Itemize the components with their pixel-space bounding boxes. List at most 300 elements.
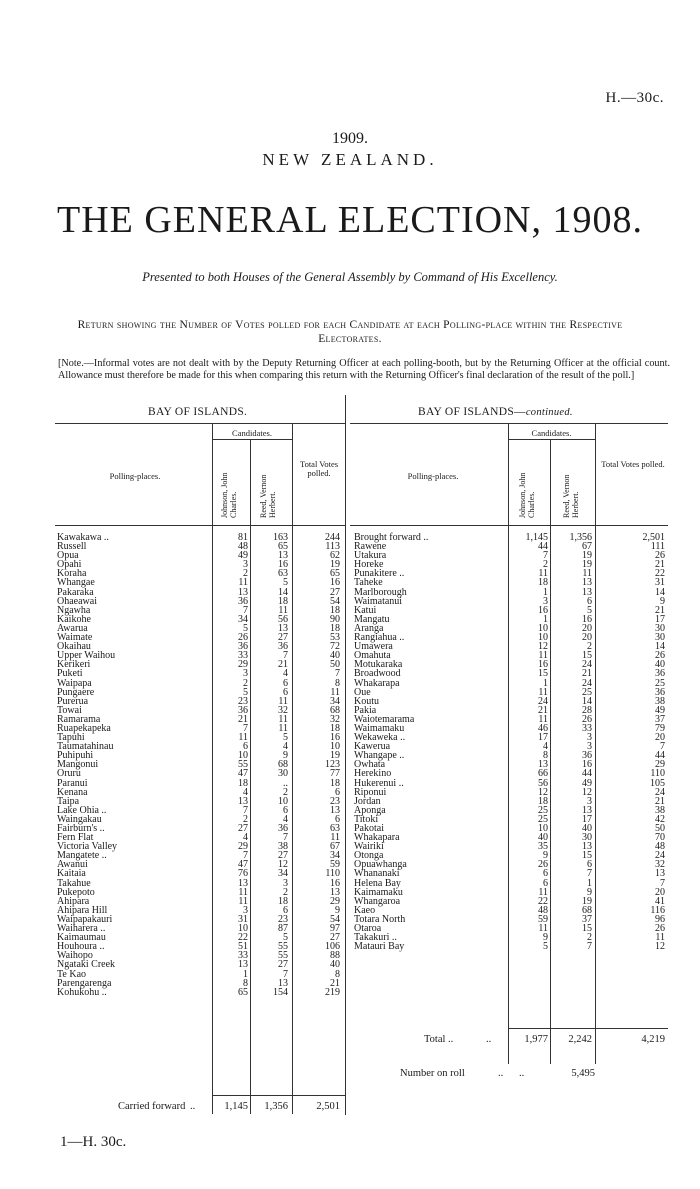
table-row bbox=[354, 660, 668, 669]
candidate1-votes: 11 bbox=[538, 886, 548, 898]
total-votes: 20 bbox=[655, 732, 665, 744]
total-votes: 34 bbox=[330, 695, 340, 707]
polling-place: Whangaroa bbox=[354, 895, 401, 907]
candidate1-votes: 1 bbox=[543, 613, 548, 625]
polling-place: Wairiki bbox=[354, 841, 384, 853]
table-row bbox=[57, 669, 345, 678]
polling-place: Waimatanui bbox=[354, 595, 403, 607]
table-row bbox=[354, 924, 668, 933]
polling-place: Taumatahinau bbox=[57, 741, 114, 753]
polling-place: Paranui bbox=[57, 777, 88, 789]
table-row bbox=[354, 760, 668, 769]
polling-place: Ohaeawai bbox=[57, 595, 97, 607]
carried-forward-total: 2,501 bbox=[316, 1101, 340, 1112]
total-votes: 20 bbox=[655, 886, 665, 898]
table-row bbox=[57, 942, 345, 951]
candidate2-votes: 13 bbox=[582, 804, 592, 816]
table-row bbox=[57, 724, 345, 733]
candidate1-votes: 1 bbox=[243, 968, 248, 980]
total-votes: 16 bbox=[330, 877, 340, 889]
polling-place: Umawera bbox=[354, 641, 393, 653]
candidate2-votes: 15 bbox=[582, 923, 592, 935]
candidate2-votes: 65 bbox=[278, 541, 288, 553]
candidate1-votes: 8 bbox=[543, 750, 548, 762]
right-candidates-header: Candidates. bbox=[531, 428, 572, 438]
candidate1-votes: 49 bbox=[238, 550, 248, 562]
candidate2-votes: 49 bbox=[582, 777, 592, 789]
total-votes: 18 bbox=[330, 622, 340, 634]
left-candidate2-header: Reed, Vernon Herbert. bbox=[259, 474, 277, 518]
polling-place: Marlborough bbox=[354, 586, 407, 598]
candidate2-votes: 7 bbox=[587, 868, 592, 880]
candidate2-votes: 10 bbox=[278, 795, 288, 807]
candidate1-votes: 1 bbox=[543, 677, 548, 689]
total-votes: 21 bbox=[330, 977, 340, 989]
table-row bbox=[354, 733, 668, 742]
table-row bbox=[57, 624, 345, 633]
polling-place: Rawene bbox=[354, 541, 387, 553]
total-votes: 106 bbox=[325, 941, 340, 953]
total-votes: 38 bbox=[655, 804, 665, 816]
total-votes: 26 bbox=[655, 650, 665, 662]
polling-place: Waingakau bbox=[57, 813, 102, 825]
right-candidate1-header: Johnson, John Charles. bbox=[518, 472, 536, 518]
total-votes: 13 bbox=[330, 886, 340, 898]
candidate2-votes: 16 bbox=[582, 759, 592, 771]
candidate1-votes: 22 bbox=[538, 895, 548, 907]
total-votes: 40 bbox=[655, 659, 665, 671]
polling-place: Russell bbox=[57, 541, 87, 553]
candidate2-votes: 13 bbox=[582, 841, 592, 853]
candidate1-votes: 3 bbox=[243, 668, 248, 680]
polling-place: Whananaki bbox=[354, 868, 400, 880]
candidate1-votes: 13 bbox=[238, 795, 248, 807]
total-c1: 1,977 bbox=[524, 1034, 548, 1045]
total-votes: 41 bbox=[655, 895, 665, 907]
polling-place: Houhoura .. bbox=[57, 941, 105, 953]
polling-place: Whangae bbox=[57, 577, 95, 589]
table-row bbox=[354, 888, 668, 897]
polling-place: Broadwood bbox=[354, 668, 401, 680]
table-row bbox=[57, 760, 345, 769]
total-votes: 13 bbox=[655, 868, 665, 880]
candidate2-votes: 6 bbox=[283, 904, 288, 916]
candidate2-votes: 11 bbox=[278, 713, 288, 725]
candidate1-votes: 7 bbox=[243, 804, 248, 816]
candidate2-votes: 23 bbox=[278, 913, 288, 925]
right-polling-header: Polling-places. bbox=[407, 471, 459, 481]
table-row bbox=[57, 606, 345, 615]
total-votes: 24 bbox=[655, 850, 665, 862]
candidate1-votes: 11 bbox=[238, 886, 248, 898]
table-row bbox=[57, 597, 345, 606]
table-row bbox=[57, 560, 345, 569]
total-votes: 111 bbox=[650, 541, 665, 553]
carried-forward-c1: 1,145 bbox=[224, 1101, 248, 1112]
total-votes: 48 bbox=[655, 841, 665, 853]
total-votes: 8 bbox=[335, 968, 340, 980]
left-table-top-rule bbox=[55, 423, 345, 424]
total-votes: 22 bbox=[655, 568, 665, 580]
polling-place: Pakaraka bbox=[57, 586, 94, 598]
candidate1-votes: 36 bbox=[238, 641, 248, 653]
polling-place: Ahipara bbox=[57, 895, 90, 907]
candidate1-votes: 10 bbox=[238, 750, 248, 762]
candidate1-votes: 55 bbox=[238, 759, 248, 771]
candidate2-votes: 37 bbox=[582, 913, 592, 925]
total-votes: 50 bbox=[330, 659, 340, 671]
polling-place: Riponui bbox=[354, 786, 387, 798]
candidate1-votes: 76 bbox=[238, 868, 248, 880]
candidate2-votes: 7 bbox=[587, 941, 592, 953]
candidate1-votes: 36 bbox=[238, 595, 248, 607]
polling-place: Tapuhi bbox=[57, 732, 85, 744]
polling-place: Kawakawa .. bbox=[57, 532, 109, 543]
total-votes: 70 bbox=[655, 832, 665, 844]
candidate2-votes: 24 bbox=[582, 677, 592, 689]
left-polling-header: Polling-places. bbox=[109, 471, 161, 481]
total-votes: 19 bbox=[330, 750, 340, 762]
polling-place: Koraha bbox=[57, 568, 87, 580]
table-row bbox=[57, 824, 345, 833]
candidate2-votes: 27 bbox=[278, 850, 288, 862]
table-row bbox=[354, 688, 668, 697]
total-votes: 29 bbox=[330, 895, 340, 907]
candidate1-votes: 15 bbox=[538, 668, 548, 680]
total-votes: 32 bbox=[655, 859, 665, 871]
table-row bbox=[57, 960, 345, 969]
left-candidate1-header: Johnson, John Charles. bbox=[220, 472, 238, 518]
polling-place: Waiotemarama bbox=[354, 713, 415, 725]
candidate2-votes: 6 bbox=[283, 677, 288, 689]
polling-place: Helena Bay bbox=[354, 877, 401, 889]
candidate2-votes: 11 bbox=[278, 604, 288, 616]
candidate1-votes: 66 bbox=[538, 768, 548, 780]
carried-forward-label: Carried forward bbox=[118, 1101, 186, 1112]
polling-place: Purerua bbox=[57, 695, 89, 707]
table-row bbox=[57, 651, 345, 660]
candidate2-votes: 68 bbox=[278, 759, 288, 771]
polling-place: Ngawha bbox=[57, 604, 91, 616]
total-votes: 50 bbox=[655, 823, 665, 834]
polling-place: Mangatete .. bbox=[57, 850, 107, 862]
polling-place: Ruapekapeka bbox=[57, 722, 111, 734]
candidate2-votes: 33 bbox=[582, 722, 592, 734]
total-votes: 14 bbox=[655, 641, 665, 653]
candidate1-votes: 65 bbox=[238, 986, 248, 998]
polling-place: Aranga bbox=[354, 622, 384, 634]
table-row bbox=[57, 615, 345, 624]
right-section-title-main: BAY OF ISLANDS— bbox=[418, 406, 526, 418]
total-votes: 16 bbox=[330, 732, 340, 744]
table-row bbox=[57, 533, 345, 542]
candidate2-votes: 3 bbox=[587, 795, 592, 807]
polling-place: Kaitaia bbox=[57, 868, 86, 880]
total-votes: 244 bbox=[325, 532, 340, 543]
candidate1-votes: 40 bbox=[538, 832, 548, 844]
candidate1-votes: 36 bbox=[238, 704, 248, 716]
candidate1-votes: 16 bbox=[538, 659, 548, 671]
candidate2-votes: 7 bbox=[283, 650, 288, 662]
total-votes: 18 bbox=[330, 777, 340, 789]
polling-place: Totara North bbox=[354, 913, 406, 925]
total-votes: 24 bbox=[655, 786, 665, 798]
candidate1-votes: 16 bbox=[538, 604, 548, 616]
candidate1-votes: 7 bbox=[243, 850, 248, 862]
total-votes: 36 bbox=[655, 686, 665, 698]
candidate1-votes: 7 bbox=[543, 550, 548, 562]
candidate1-votes: 10 bbox=[538, 622, 548, 634]
table-row bbox=[57, 688, 345, 697]
total-votes: 26 bbox=[655, 550, 665, 562]
candidate2-votes: 3 bbox=[587, 732, 592, 744]
candidate1-votes: 12 bbox=[538, 786, 548, 798]
carried-forward-dots: .. bbox=[190, 1101, 196, 1112]
candidate2-votes: 4 bbox=[283, 813, 288, 825]
total-votes: 7 bbox=[335, 668, 340, 680]
table-row bbox=[354, 542, 668, 551]
table-row bbox=[354, 615, 668, 624]
total-votes: 77 bbox=[330, 768, 340, 780]
table-row bbox=[354, 633, 668, 642]
total-votes: 4,219 bbox=[641, 1034, 665, 1045]
candidate1-votes: 1,145 bbox=[525, 532, 548, 543]
table-row bbox=[354, 551, 668, 560]
total-votes: 7 bbox=[660, 741, 665, 753]
candidate1-votes: 11 bbox=[538, 650, 548, 662]
candidate1-votes: 13 bbox=[538, 759, 548, 771]
candidate1-votes: 11 bbox=[238, 895, 248, 907]
total-votes: 30 bbox=[655, 632, 665, 644]
polling-place: Waiharera .. bbox=[57, 923, 106, 935]
table-row bbox=[354, 779, 668, 788]
candidate1-votes: 4 bbox=[543, 741, 548, 753]
table-row bbox=[354, 815, 668, 824]
candidate2-votes: 6 bbox=[283, 804, 288, 816]
total-votes: 13 bbox=[330, 804, 340, 816]
candidate1-votes: 13 bbox=[238, 877, 248, 889]
table-row bbox=[354, 806, 668, 815]
candidate2-votes: 163 bbox=[273, 532, 288, 543]
candidate2-votes: 13 bbox=[582, 586, 592, 598]
candidate2-votes: 14 bbox=[582, 695, 592, 707]
table-row bbox=[354, 751, 668, 760]
candidate1-votes: 2 bbox=[243, 568, 248, 580]
total-votes: 90 bbox=[330, 613, 340, 625]
session-year: 1909. bbox=[332, 130, 368, 147]
table-row bbox=[57, 633, 345, 642]
candidate1-votes: 5 bbox=[243, 686, 248, 698]
total-votes: 96 bbox=[655, 913, 665, 925]
table-row bbox=[354, 797, 668, 806]
right-total-header: Total Votes polled. bbox=[601, 459, 665, 469]
total-votes: 116 bbox=[650, 904, 665, 916]
table-row bbox=[57, 888, 345, 897]
candidate2-votes: 16 bbox=[582, 613, 592, 625]
candidate2-votes: 5 bbox=[587, 604, 592, 616]
table-row bbox=[57, 851, 345, 860]
candidate1-votes: 9 bbox=[543, 850, 548, 862]
total-votes: 105 bbox=[650, 777, 665, 789]
polling-place: Utakura bbox=[354, 550, 387, 562]
total-votes: 32 bbox=[330, 713, 340, 725]
table-row bbox=[57, 551, 345, 560]
table-row bbox=[57, 988, 345, 997]
polling-place: Waihopo bbox=[57, 950, 93, 962]
polling-place: Opua bbox=[57, 550, 79, 562]
candidate2-votes: 3 bbox=[587, 741, 592, 753]
candidate2-votes: 55 bbox=[278, 941, 288, 953]
candidate1-votes: 6 bbox=[543, 868, 548, 880]
left-carried-rule bbox=[212, 1095, 345, 1096]
polling-place: Kaeo bbox=[354, 904, 376, 916]
total-votes: 54 bbox=[330, 595, 340, 607]
candidate2-votes: 2 bbox=[587, 932, 592, 944]
candidate2-votes: 11 bbox=[278, 722, 288, 734]
candidate2-votes: 3 bbox=[283, 877, 288, 889]
total-votes: 110 bbox=[325, 868, 340, 880]
candidate2-votes: 4 bbox=[283, 668, 288, 680]
candidate1-votes: 18 bbox=[238, 777, 248, 789]
left-candidates-rule bbox=[212, 439, 292, 440]
total-votes: 53 bbox=[330, 632, 340, 644]
document-reference: H.—30c. bbox=[605, 90, 664, 106]
polling-place: Oue bbox=[354, 686, 371, 698]
polling-place: Motukaraka bbox=[354, 659, 403, 671]
candidate1-votes: 25 bbox=[538, 804, 548, 816]
table-row bbox=[354, 679, 668, 688]
candidate1-votes: 21 bbox=[538, 704, 548, 716]
polling-place: Horeke bbox=[354, 559, 384, 571]
table-row bbox=[354, 860, 668, 869]
total-votes: 65 bbox=[330, 568, 340, 580]
polling-place: Otonga bbox=[354, 850, 384, 862]
candidate1-votes: 10 bbox=[538, 632, 548, 644]
polling-place: Parengarenga bbox=[57, 977, 112, 989]
polling-place: Victoria Valley bbox=[57, 841, 118, 853]
total-votes: 18 bbox=[330, 722, 340, 734]
total-votes: 26 bbox=[655, 923, 665, 935]
candidate1-votes: 46 bbox=[538, 722, 548, 734]
candidate2-votes: 1,356 bbox=[569, 532, 592, 543]
polling-place: Jordan bbox=[354, 795, 381, 807]
candidate2-votes: 19 bbox=[582, 550, 592, 562]
right-section-title-suffix: continued. bbox=[525, 407, 573, 418]
table-row bbox=[354, 597, 668, 606]
polling-place: Ramarama bbox=[57, 713, 101, 725]
candidate1-votes: 33 bbox=[238, 950, 248, 962]
number-on-roll-value: 5,495 bbox=[571, 1068, 595, 1079]
note-paragraph: [Note.—Informal votes are not dealt with by the Deputy Returning Officer at each polling-booth, but by the Returning Officer at the official count. Allowance must therefore be made for this when comparing this return with the Returning Officer's final declaration of the result of the poll.] bbox=[58, 358, 670, 381]
polling-place: Punakitere .. bbox=[354, 568, 405, 580]
candidate2-votes: 5 bbox=[283, 577, 288, 589]
candidate2-votes: 26 bbox=[582, 713, 592, 725]
candidate1-votes: 23 bbox=[238, 695, 248, 707]
candidate1-votes: 6 bbox=[543, 877, 548, 889]
total-votes: 6 bbox=[335, 813, 340, 825]
candidate2-votes: 36 bbox=[278, 823, 288, 834]
candidate1-votes: 22 bbox=[238, 932, 248, 944]
candidate2-votes: 32 bbox=[278, 704, 288, 716]
total-votes: 21 bbox=[655, 559, 665, 571]
total-votes: 88 bbox=[330, 950, 340, 962]
polling-place: Kohukohu .. bbox=[57, 986, 107, 998]
polling-place: Whangape .. bbox=[354, 750, 405, 762]
total-votes: 97 bbox=[330, 923, 340, 935]
total-dots: .. bbox=[486, 1034, 492, 1045]
candidate1-votes: 11 bbox=[538, 686, 548, 698]
polling-place: Towai bbox=[57, 704, 82, 716]
candidate2-votes: 6 bbox=[587, 595, 592, 607]
total-votes: 113 bbox=[325, 541, 340, 553]
candidate1-votes: 5 bbox=[243, 622, 248, 634]
total-votes: 42 bbox=[655, 813, 665, 825]
candidate1-votes: 2 bbox=[543, 559, 548, 571]
table-row bbox=[354, 642, 668, 651]
candidate1-votes: 12 bbox=[538, 641, 548, 653]
polling-place: Katui bbox=[354, 604, 377, 616]
candidate1-votes: 9 bbox=[543, 932, 548, 944]
candidate1-votes: 48 bbox=[238, 541, 248, 553]
presented-line: Presented to both Houses of the General Assembly by Command of His Excellency. bbox=[142, 270, 558, 284]
candidate2-votes: 34 bbox=[278, 868, 288, 880]
right-table-top-rule bbox=[350, 423, 668, 424]
candidate2-votes: 20 bbox=[582, 632, 592, 644]
table-row bbox=[57, 869, 345, 878]
candidate2-votes: 4 bbox=[283, 741, 288, 753]
polling-place: Titoki bbox=[354, 813, 379, 825]
candidate1-votes: 29 bbox=[238, 841, 248, 853]
candidate1-votes: 8 bbox=[243, 977, 248, 989]
candidate2-votes: 67 bbox=[582, 541, 592, 553]
candidate2-votes: 25 bbox=[582, 686, 592, 698]
candidate2-votes: 12 bbox=[582, 786, 592, 798]
candidate2-votes: 19 bbox=[582, 559, 592, 571]
candidate1-votes: 3 bbox=[543, 595, 548, 607]
candidate1-votes: 25 bbox=[538, 813, 548, 825]
candidate2-votes: 1 bbox=[587, 877, 592, 889]
total-votes: 11 bbox=[655, 932, 665, 944]
total-votes: 21 bbox=[655, 795, 665, 807]
candidate2-votes: 9 bbox=[587, 886, 592, 898]
candidate1-votes: 59 bbox=[538, 913, 548, 925]
candidate2-votes: 28 bbox=[582, 704, 592, 716]
candidate2-votes: 30 bbox=[278, 768, 288, 780]
polling-place: Waipapakauri bbox=[57, 913, 113, 925]
total-votes: 2,501 bbox=[642, 532, 665, 543]
polling-place: Takahue bbox=[57, 877, 91, 889]
candidate1-votes: 5 bbox=[543, 941, 548, 953]
right-total-rule bbox=[508, 1028, 668, 1029]
candidate2-votes: 15 bbox=[582, 850, 592, 862]
polling-place: Kerikeri bbox=[57, 659, 91, 671]
table-row bbox=[57, 578, 345, 587]
total-votes: 9 bbox=[660, 595, 665, 607]
total-votes: 19 bbox=[330, 559, 340, 571]
candidate2-votes: 16 bbox=[278, 559, 288, 571]
polling-place: Awanui bbox=[57, 859, 88, 871]
total-c2: 2,242 bbox=[568, 1034, 592, 1045]
candidate1-votes: 10 bbox=[238, 923, 248, 935]
candidate1-votes: 34 bbox=[238, 613, 248, 625]
number-on-roll-dots: .. .. bbox=[498, 1068, 525, 1079]
page-reference: 1—H. 30c. bbox=[60, 1134, 127, 1150]
polling-place: Waimate bbox=[57, 632, 93, 644]
polling-place: Te Kao bbox=[57, 968, 87, 980]
candidate1-votes: 81 bbox=[238, 532, 248, 543]
total-votes: 14 bbox=[655, 586, 665, 598]
candidate2-votes: 2 bbox=[283, 886, 288, 898]
